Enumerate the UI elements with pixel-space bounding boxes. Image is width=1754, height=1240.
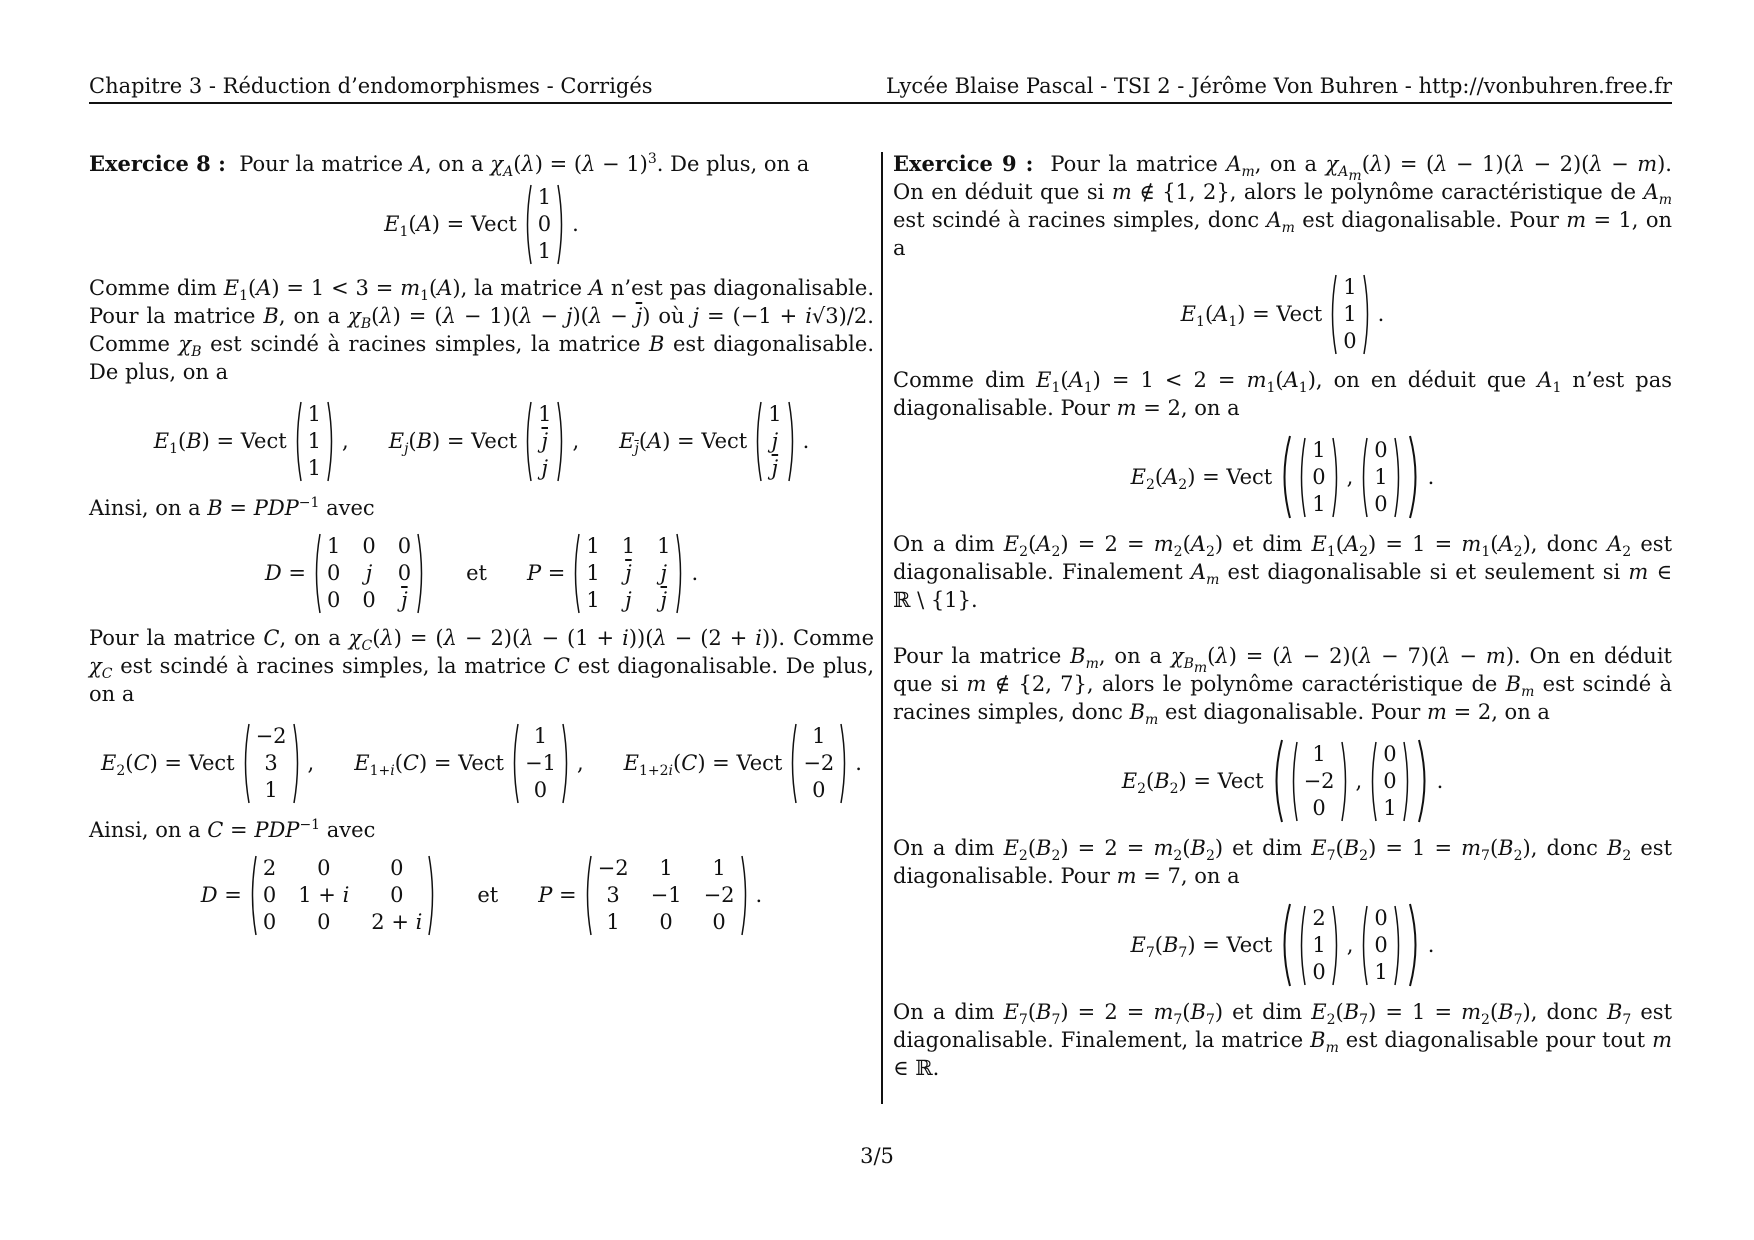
ex8-eigen-a: $E_1(A)$ = Vect 1 0 1 .: [384, 185, 579, 263]
ex8-eigen-b: $E_1(B)$ = Vect 1 1 1 , $E_j(B)$ = Vect 1 $\overline{j}$ j , $E_{\overline{j}}(A)$ = Vect 1 j $\overline{j}$ .: [153, 402, 810, 480]
ex8-para-b: Comme dim $E_1(A) = 1 < 3 = m_1(A)$, la matrice A n’est pas diagonalisable. Pour la matrice B, on a $\chi_B(\lambda) = (\lambda - 1)(\lambda - j)(\lambda - \overline{j})$ où j = (−1 + i√3)/2. Comme $\chi_B$ est scindé à racines simples, la matrice B est diagonalisable. De plus, on a: [89, 276, 874, 384]
ex9-eigen-b2: $E_2(B_2)$ = Vect 1 −2 0 , 0 0 1 .: [1121, 742, 1444, 820]
column-divider: [881, 152, 883, 1104]
ex8-diag-b: D = 1 0 0 0 j 0 0 0 $\overline{j}$ et P = 1 1 1 1 $\overline{j}$ j 1 j $\overline{j}$ .: [264, 534, 699, 612]
ex8-intro: Exercice 8 : Pour la matrice A, on a $\chi_A(\lambda) = (\lambda - 1)^3$. De plus, on a: [89, 151, 810, 181]
ex9-eigen-b7: $E_7(B_7)$ = Vect 2 1 0 , 0 0 1 .: [1130, 906, 1435, 984]
ex9-label: Exercice 9 :: [893, 151, 1034, 176]
ex8-diag-c: D = 2 0 0 0 1 + i 0 0 0 2 + i et P = −2 1 1 3 −1 −2 1 0 0 .: [200, 856, 763, 934]
page-number: 3/5: [860, 1144, 894, 1168]
ex8-label: Exercice 8 :: [89, 151, 226, 176]
page-header: [89, 74, 1672, 104]
header-chapter: Chapitre 3 - Réduction d’endomorphismes - Corrigés: [89, 74, 653, 98]
ex9-eigen-a2: $E_2(A_2)$ = Vect 1 0 1 , 0 1 0 .: [1130, 438, 1435, 516]
ex9-para-a-final: On a dim $E_2(A_2) = 2 = m_2(A_2)$ et dim $E_1(A_2) = 1 = m_1(A_2)$, donc $A_2$ est diagonalisable. Finalement $A_m$ est diagonalisable si et seulement si m ∈ ℝ \ {1}.: [893, 532, 1673, 612]
ex9-para-b-final: On a dim $E_7(B_7) = 2 = m_7(B_7)$ et dim $E_2(B_7) = 1 = m_2(B_7)$, donc $B_7$ est diagonalisable. Finalement, la matrice $B_m$ est diagonalisable pour tout m ∈ ℝ.: [893, 1000, 1673, 1080]
ex8-thus-c: Ainsi, on a $C = PDP^{-1}$ avec: [89, 817, 376, 842]
ex8-thus-b: Ainsi, on a $B = PDP^{-1}$ avec: [89, 495, 375, 520]
header-school: Lycée Blaise Pascal - TSI 2 - Jérôme Von Buhren - http://vonbuhren.free.fr: [885, 74, 1672, 98]
ex9-para-b: Pour la matrice $B_m$, on a $\chi_{B_m}(\lambda) = (\lambda - 2)(\lambda - 7)(\lambda - m)$. On en déduit que si m ∉ {2, 7}, alors le polynôme caractéristique de $B_m$ est scindé à racines simples, donc $B_m$ est diagonalisable. Pour m = 2, on a: [893, 644, 1673, 729]
ex9-eigen-a1: $E_1(A_1)$ = Vect 1 1 0 .: [1180, 275, 1385, 353]
right-column: [893, 150, 1672, 1082]
ex9-para-b7: On a dim $E_2(B_2) = 2 = m_2(B_2)$ et dim $E_7(B_2) = 1 = m_7(B_2)$, donc $B_2$ est diagonalisable. Pour m = 7, on a: [893, 836, 1673, 888]
paren-right: [557, 184, 566, 265]
ex9-para-a2: Comme dim $E_1(A_1) = 1 < 2 = m_1(A_1)$, on en déduit que $A_1$ n’est pas diagonalisable. Pour m = 2, on a: [893, 368, 1673, 420]
left-column: [89, 150, 874, 936]
ex9-intro: Exercice 9 : Pour la matrice $A_m$, on a $\chi_{A_m}(\lambda) = (\lambda - 1)(\lambda - 2)(\lambda - m)$. On en déduit que si m ∉ {1, 2}, alors le polynôme caractéristique de $A_m$ est scindé à racines simples, donc $A_m$ est diagonalisable. Pour m = 1, on a: [893, 151, 1673, 260]
ex8-para-c: Pour la matrice C, on a $\chi_C(\lambda) = (\lambda - 2)(\lambda - (1 + i))(\lambda - (2 + i))$. Comme $\chi_C$ est scindé à racines simples, la matrice C est diagonalisable. De plus, on a: [89, 626, 874, 706]
ex8-eigen-c: $E_2(C)$ = Vect −2 3 1 , $E_{1+i}(C)$ = Vect 1 −1 0 , $E_{1+2i}(C)$ = Vect 1 −2 0 .: [101, 724, 862, 802]
paren-left: [523, 184, 532, 265]
